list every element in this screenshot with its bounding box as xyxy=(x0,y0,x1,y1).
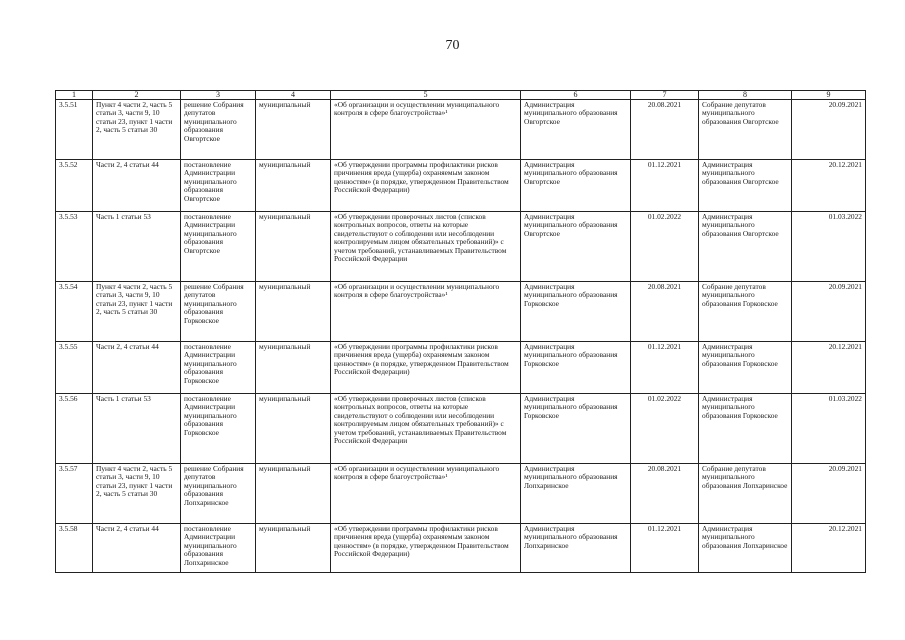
adopting-body: Администрация муниципального образования Овгортское xyxy=(699,212,792,282)
developer: Администрация муниципального образования Лопхаринское xyxy=(521,464,631,524)
adoption-date: 20.09.2021 xyxy=(792,282,866,342)
page-number: 70 xyxy=(445,38,460,53)
document-title: «Об утверждении проверочных листов (списков контрольных вопросов, ответы на которые свидетельствуют о соблюдении или несоблюдении контролируемым лицом обязательных требований)» с учетом требований, устанавливаемых Правительством Российской Федерации xyxy=(331,394,521,464)
development-date: 01.12.2021 xyxy=(631,160,699,212)
adoption-date: 01.03.2022 xyxy=(792,212,866,282)
adoption-date: 20.12.2021 xyxy=(792,342,866,394)
document-title: «Об организации и осуществлении муниципального контроля в сфере благоустройства»¹ xyxy=(331,282,521,342)
adopting-body: Администрация муниципального образования Овгортское xyxy=(699,160,792,212)
adoption-date: 20.12.2021 xyxy=(792,160,866,212)
column-header: 7 xyxy=(631,91,699,100)
developer: Администрация муниципального образования Горковское xyxy=(521,394,631,464)
table-row xyxy=(56,394,866,464)
column-header: 5 xyxy=(331,91,521,100)
development-date: 20.08.2021 xyxy=(631,464,699,524)
adopting-body: Администрация муниципального образования Лопхаринское xyxy=(699,524,792,573)
development-date: 01.02.2022 xyxy=(631,212,699,282)
development-date: 20.08.2021 xyxy=(631,282,699,342)
document-type: постановление Администрации муниципального образования Горковское xyxy=(181,394,256,464)
table-row xyxy=(56,282,866,342)
level: муниципальный xyxy=(256,282,331,342)
legal-basis: Пункт 4 части 2, часть 5 статьи 3, части 9, 10 статьи 23, пункт 1 части 2, часть 5 статьи 30 xyxy=(93,282,181,342)
table-row xyxy=(56,524,866,573)
column-header: 2 xyxy=(93,91,181,100)
adoption-date: 20.09.2021 xyxy=(792,100,866,160)
column-header: 8 xyxy=(699,91,792,100)
table-row xyxy=(56,160,866,212)
developer: Администрация муниципального образования Овгортское xyxy=(521,100,631,160)
table-row xyxy=(56,342,866,394)
legal-basis: Часть 1 статьи 53 xyxy=(93,394,181,464)
legal-basis: Части 2, 4 статьи 44 xyxy=(93,524,181,573)
legal-basis: Части 2, 4 статьи 44 xyxy=(93,342,181,394)
document-type: решение Собрания депутатов муниципального образования Овгортское xyxy=(181,100,256,160)
adopting-body: Собрание депутатов муниципального образования Горковское xyxy=(699,282,792,342)
row-number: 3.5.56 xyxy=(56,394,93,464)
developer: Администрация муниципального образования Горковское xyxy=(521,342,631,394)
development-date: 01.12.2021 xyxy=(631,524,699,573)
developer: Администрация муниципального образования Овгортское xyxy=(521,212,631,282)
column-header: 6 xyxy=(521,91,631,100)
document-title: «Об организации и осуществлении муниципального контроля в сфере благоустройства»¹ xyxy=(331,464,521,524)
adoption-date: 20.09.2021 xyxy=(792,464,866,524)
row-number: 3.5.55 xyxy=(56,342,93,394)
table-row xyxy=(56,100,866,160)
adopting-body: Администрация муниципального образования Горковское xyxy=(699,394,792,464)
document-type: решение Собрания депутатов муниципального образования Лопхаринское xyxy=(181,464,256,524)
level: муниципальный xyxy=(256,524,331,573)
column-header: 3 xyxy=(181,91,256,100)
document-type: решение Собрания депутатов муниципального образования Горковское xyxy=(181,282,256,342)
document-title: «Об утверждении проверочных листов (списков контрольных вопросов, ответы на которые свидетельствуют о соблюдении или несоблюдении контролируемым лицом обязательных требований)» с учетом требований, устанавливаемых Правительством Российской Федерации xyxy=(331,212,521,282)
development-date: 20.08.2021 xyxy=(631,100,699,160)
legal-basis: Пункт 4 части 2, часть 5 статьи 3, части 9, 10 статьи 23, пункт 1 части 2, часть 5 статьи 30 xyxy=(93,100,181,160)
development-date: 01.02.2022 xyxy=(631,394,699,464)
document-title: «Об утверждении программы профилактики рисков причинения вреда (ущерба) охраняемым законом ценностям» (в порядке, утвержденном Правительством Российской Федерации) xyxy=(331,342,521,394)
developer: Администрация муниципального образования Овгортское xyxy=(521,160,631,212)
row-number: 3.5.57 xyxy=(56,464,93,524)
row-number: 3.5.51 xyxy=(56,100,93,160)
header-row xyxy=(56,91,866,100)
row-number: 3.5.58 xyxy=(56,524,93,573)
level: муниципальный xyxy=(256,160,331,212)
developer: Администрация муниципального образования Горковское xyxy=(521,282,631,342)
document-title: «Об утверждении программы профилактики рисков причинения вреда (ущерба) охраняемым законом ценностям» (в порядке, утвержденном Правительством Российской Федерации) xyxy=(331,524,521,573)
column-header: 9 xyxy=(792,91,866,100)
level: муниципальный xyxy=(256,100,331,160)
row-number: 3.5.54 xyxy=(56,282,93,342)
document-title: «Об организации и осуществлении муниципального контроля в сфере благоустройства»¹ xyxy=(331,100,521,160)
legal-basis: Пункт 4 части 2, часть 5 статьи 3, части 9, 10 статьи 23, пункт 1 части 2, часть 5 статьи 30 xyxy=(93,464,181,524)
level: муниципальный xyxy=(256,394,331,464)
adoption-date: 01.03.2022 xyxy=(792,394,866,464)
development-date: 01.12.2021 xyxy=(631,342,699,394)
adoption-date: 20.12.2021 xyxy=(792,524,866,573)
legal-basis: Часть 1 статьи 53 xyxy=(93,212,181,282)
document-type: постановление Администрации муниципального образования Лопхаринское xyxy=(181,524,256,573)
column-header: 4 xyxy=(256,91,331,100)
document-type: постановление Администрации муниципального образования Горковское xyxy=(181,342,256,394)
document-type: постановление Администрации муниципального образования Овгортское xyxy=(181,212,256,282)
column-header: 1 xyxy=(56,91,93,100)
developer: Администрация муниципального образования Лопхаринское xyxy=(521,524,631,573)
legal-basis: Части 2, 4 статьи 44 xyxy=(93,160,181,212)
table-row xyxy=(56,212,866,282)
level: муниципальный xyxy=(256,464,331,524)
document-title: «Об утверждении программы профилактики рисков причинения вреда (ущерба) охраняемым законом ценностям» (в порядке, утвержденном Правительством Российской Федерации) xyxy=(331,160,521,212)
row-number: 3.5.52 xyxy=(56,160,93,212)
level: муниципальный xyxy=(256,212,331,282)
adopting-body: Собрание депутатов муниципального образования Овгортское xyxy=(699,100,792,160)
regulation-table xyxy=(55,90,866,573)
level: муниципальный xyxy=(256,342,331,394)
adopting-body: Администрация муниципального образования Горковское xyxy=(699,342,792,394)
row-number: 3.5.53 xyxy=(56,212,93,282)
adopting-body: Собрание депутатов муниципального образования Лопхаринское xyxy=(699,464,792,524)
table-row xyxy=(56,464,866,524)
document-type: постановление Администрации муниципального образования Овгортское xyxy=(181,160,256,212)
